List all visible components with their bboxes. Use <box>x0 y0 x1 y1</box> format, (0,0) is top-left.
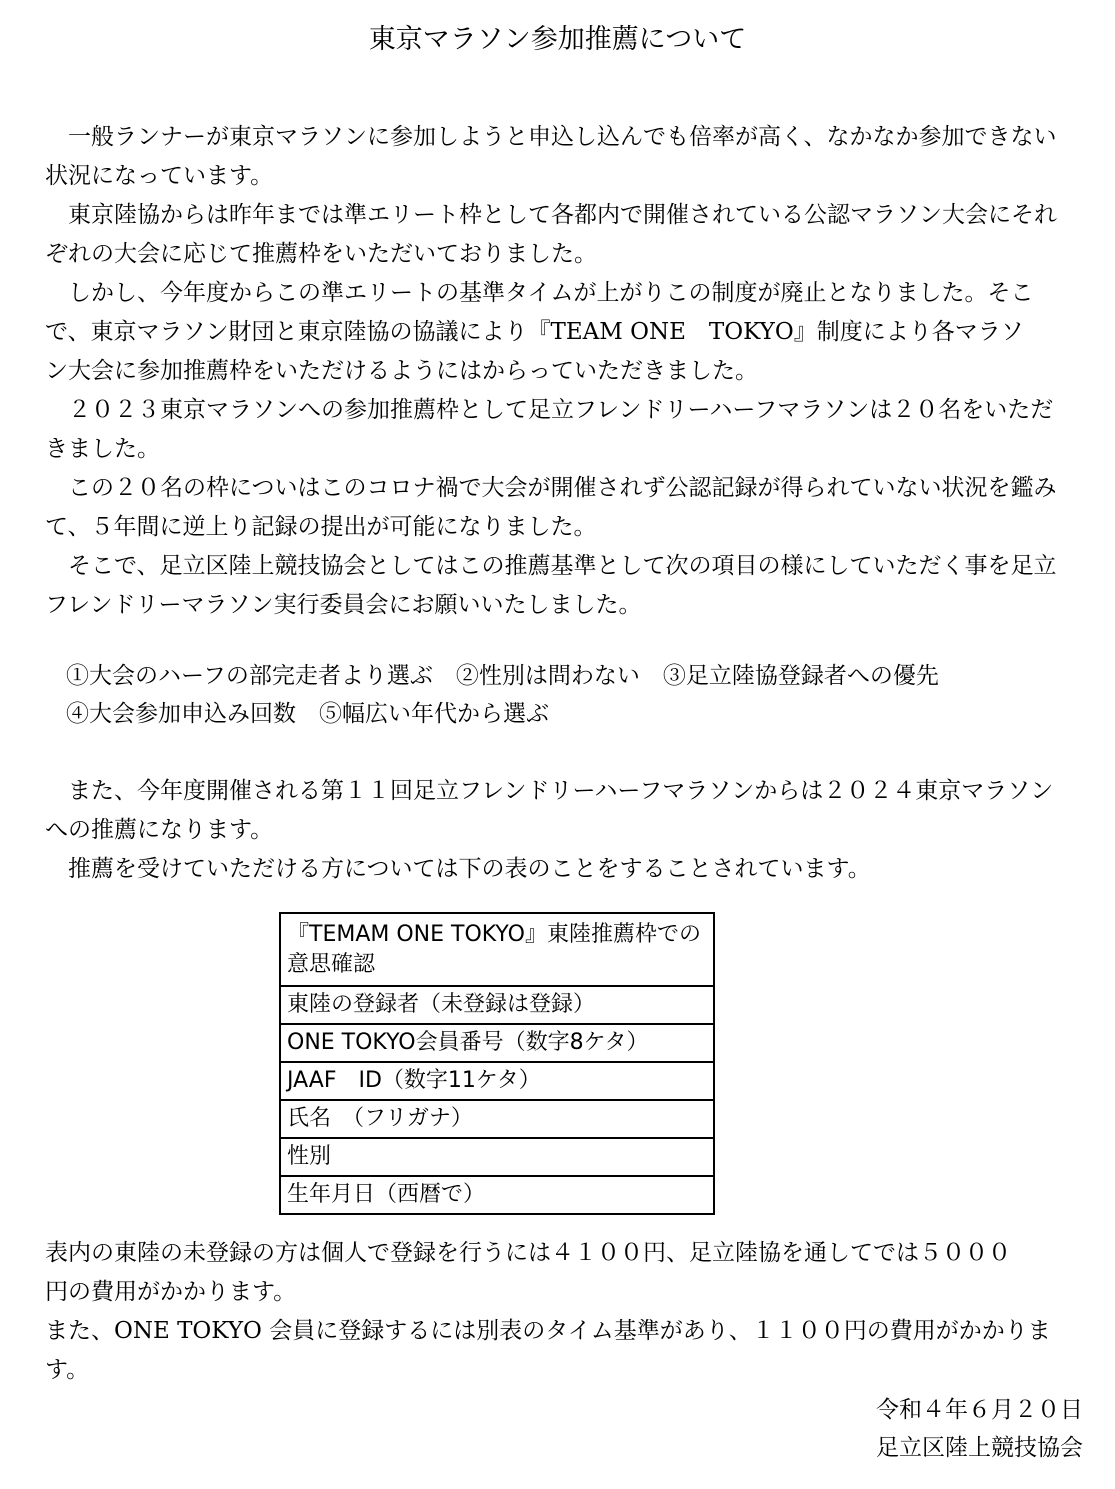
requirements-table <box>279 912 715 1215</box>
table-cell: 性別 <box>280 1138 714 1176</box>
criteria-line: ①大会のハーフの部完走者より選ぶ ②性別は問わない ③足立陸協登録者への優先 <box>66 663 939 689</box>
paragraph: また、今年度開催される第１１回足立フレンドリーハーフマラソンからは２０２４東京マラソンへの推薦になります。 <box>45 778 1054 843</box>
table-row <box>280 1024 714 1062</box>
paragraph: この２０名の枠についはこのコロナ禍で大会が開催されず公認記録が得られていない状況を鑑みて、５年間に逆上り記録の提出が可能になりました。 <box>45 475 1057 540</box>
table-row <box>280 1138 714 1176</box>
signature-organization: 足立区陸上競技協会 <box>876 1435 1083 1461</box>
table-row <box>280 1176 714 1214</box>
paragraph: しかし、今年度からこの準エリートの基準タイムが上がりこの制度が廃止となりました。そこで、東京マラソン財団と東京陸協の協議により『TEAM ONE TOKYO』制度により各マラソン大会に参加推薦枠をいただけるようにはからっていただきました。 <box>45 280 1034 384</box>
signature-block <box>876 1391 1083 1467</box>
paragraph: ２０２３東京マラソンへの参加推薦枠として足立フレンドリーハーフマラソンは２０名をいただきました。 <box>45 397 1054 462</box>
table-row <box>280 986 714 1024</box>
table-cell: JAAF ID（数字11ケタ） <box>280 1062 714 1100</box>
table-row <box>280 913 714 986</box>
followup-paragraphs <box>45 772 1075 889</box>
paragraph: 東京陸協からは昨年までは準エリート枠として各都内で開催されている公認マラソン大会にそれぞれの大会に応じて推薦枠をいただいておりました。 <box>45 202 1057 267</box>
table-row <box>280 1100 714 1138</box>
cost-notes <box>45 1234 1085 1390</box>
table-cell: ONE TOKYO会員番号（数字8ケタ） <box>280 1024 714 1062</box>
table-cell: 東陸の登録者（未登録は登録） <box>280 986 714 1024</box>
document-title: 東京マラソン参加推薦について <box>368 24 747 55</box>
table-cell: 氏名 （フリガナ） <box>280 1100 714 1138</box>
signature-date: 令和４年６月２０日 <box>876 1397 1083 1423</box>
criteria-list <box>66 657 939 733</box>
note-paragraph: 表内の東陸の未登録の方は個人で登録を行うには４１００円、足立陸協を通してでは５０００円の費用がかかります。 <box>45 1240 1011 1305</box>
intro-paragraphs <box>45 118 1075 625</box>
table-cell: 『TEMAM ONE TOKYO』東陸推薦枠での意思確認 <box>280 913 714 986</box>
paragraph: 一般ランナーが東京マラソンに参加しようと申込し込んでも倍率が高く、なかなか参加できない状況になっています。 <box>45 124 1057 189</box>
criteria-line: ④大会参加申込み回数 ⑤幅広い年代から選ぶ <box>66 701 549 727</box>
table-row <box>280 1062 714 1100</box>
paragraph: 推薦を受けていただける方については下の表のことをすることされています。 <box>68 856 871 882</box>
note-paragraph: また、ONE TOKYO 会員に登録するには別表のタイム基準があり、１１００円の費用がかかります。 <box>45 1318 1051 1383</box>
table-cell: 生年月日（西暦で） <box>280 1176 714 1214</box>
paragraph: そこで、足立区陸上競技協会としてはこの推薦基準として次の項目の様にしていただく事を足立フレンドリーマラソン実行委員会にお願いいたしました。 <box>45 553 1057 618</box>
